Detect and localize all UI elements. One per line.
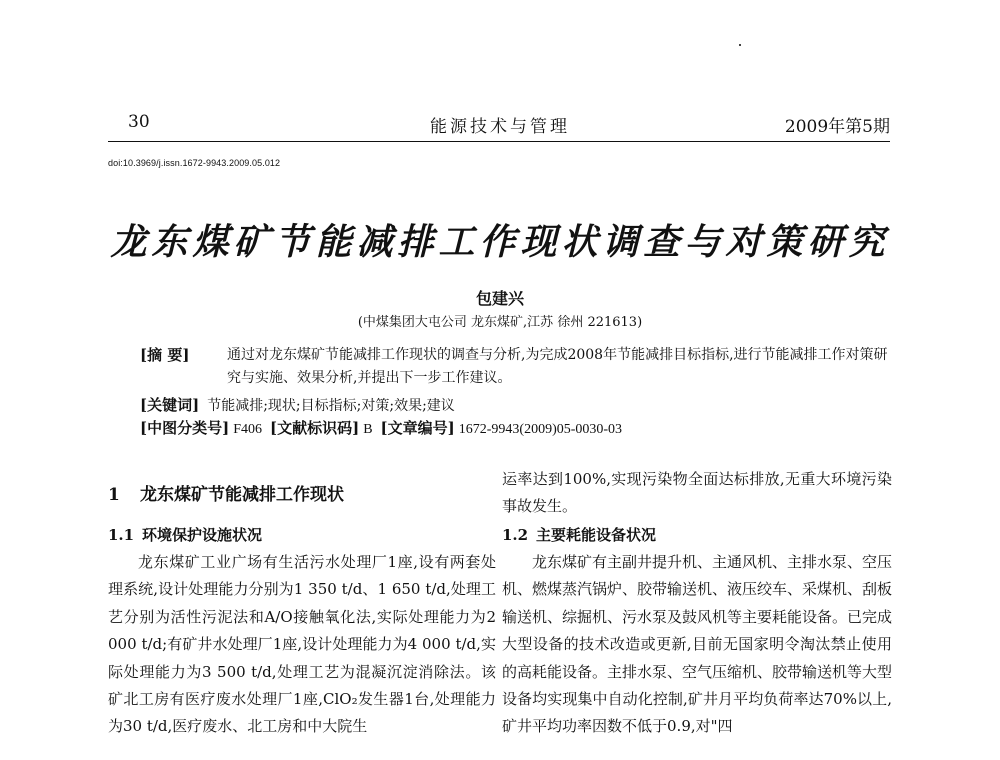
classification-line	[140, 417, 630, 438]
subsection-number: 1.1	[108, 526, 135, 544]
header-rule	[108, 141, 890, 142]
abstract-label: [摘 要]	[140, 346, 190, 364]
doc-code-label: [文献标识码]	[270, 419, 360, 437]
subsection-heading-1-2	[502, 524, 656, 545]
keywords-text: 节能减排;现状;目标指标;对策;效果;建议	[207, 398, 455, 414]
journal-name: 能源技术与管理	[430, 117, 570, 137]
clc-label: [中图分类号]	[140, 419, 230, 437]
clc-value: F406	[233, 422, 262, 437]
section-heading	[108, 480, 344, 505]
issue-label: 2009年第5期	[784, 117, 890, 137]
keywords-label: [关键词]	[140, 396, 200, 414]
subsection-title: 环境保护设施状况	[142, 526, 263, 544]
article-number-value: 1672-9943(2009)05-0030-03	[458, 422, 623, 437]
subsection-title: 主要耗能设备状况	[536, 526, 657, 544]
section-number: 1	[108, 485, 120, 505]
author-affiliation: (中煤集团大屯公司 龙东煤矿,江苏 徐州 221613)	[357, 315, 643, 330]
keywords-line	[140, 394, 455, 415]
subsection-heading-1-1	[108, 524, 262, 545]
doc-code-value: B	[363, 422, 373, 437]
author-name: 包建兴	[475, 289, 524, 308]
paragraph-continuation: 运率达到100%,实现污染物全面达标排放,无重大环境污染事故发生。	[502, 470, 892, 516]
paragraph-1-2: 龙东煤矿有主副井提升机、主通风机、主排水泵、空压机、燃煤蒸汽锅炉、胶带输送机、液压绞车、采煤机、刮板输送机、综掘机、污水泵及鼓风机等主要耗能设备。已完成大型设备的技术改造或更新,目前无国家明令淘汰禁止使用的高耗能设备。主排水泵、空气压缩机、胶带输送机等大型设备均实现集中自动化控制,矿井月平均负荷率达70%以上,矿井平均功率因数不低于0.9,对"四	[502, 553, 893, 736]
abstract-text: 通过对龙东煤矿节能减排工作现状的调查与分析,为完成2008年节能减排目标指标,进行节能减排工作对策研究与实施、效果分析,并提出下一步工作建议。	[227, 347, 888, 386]
page-number: 30	[128, 112, 150, 132]
article-number-label: [文章编号]	[380, 419, 455, 437]
section-title: 龙东煤矿节能减排工作现状	[140, 485, 344, 505]
subsection-number: 1.2	[502, 526, 529, 544]
paragraph-1-1: 龙东煤矿工业广场有生活污水处理厂1座,设有两套处理系统,设计处理能力分别为1 350 t/d、1 650 t/d,处理工艺分别为活性污泥法和A/O接触氧化法,实际处理能力为2 000 t/d;有矿井水处理厂1座,设计处理能力为4 000 t/d,实际处理能力为3 500 t/d,处理工艺为混凝沉淀消除法。该矿北工房有医疗废水处理厂1座,ClO₂发生器1台,处理能力为30 t/d,医疗废水、北工房和中大院生	[108, 553, 496, 736]
doi: doi:10.3969/j.issn.1672-9943.2009.05.012	[108, 158, 281, 168]
article-title: 龙东煤矿节能减排工作现状调查与对策研究	[110, 221, 890, 263]
scan-speck	[739, 44, 741, 46]
running-header	[108, 112, 890, 138]
